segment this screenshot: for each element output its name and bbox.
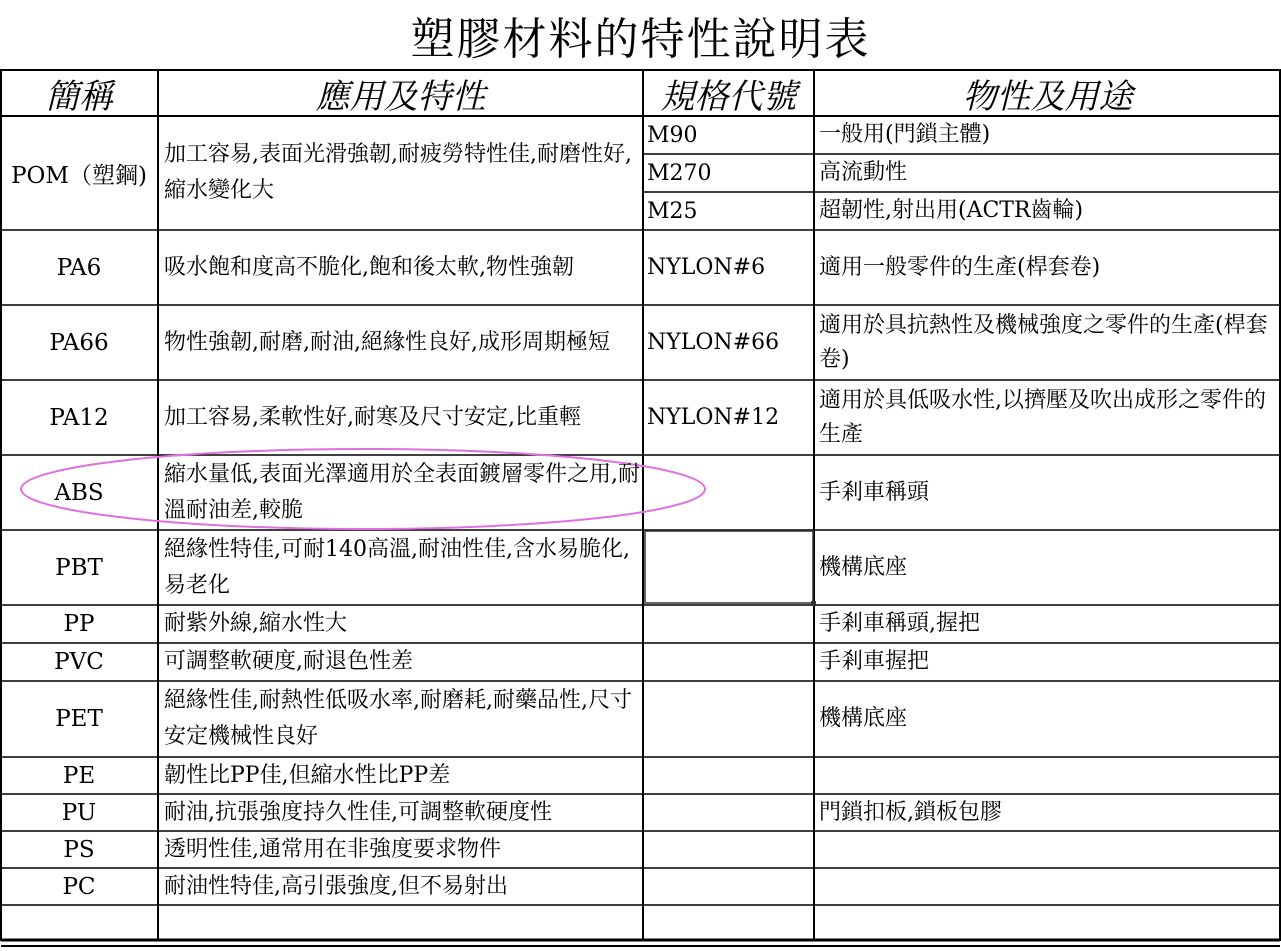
spec-cell[interactable]: M90 xyxy=(647,122,698,148)
use-cell[interactable]: 機構底座 xyxy=(819,554,908,580)
use-cell[interactable] xyxy=(814,868,1281,905)
abbr-cell[interactable]: PA66 xyxy=(49,329,109,356)
use-cell[interactable]: 機構底座 xyxy=(819,706,908,731)
desc-cell[interactable]: 絕緣性佳,耐熱性低吸水率,耐磨耗,耐藥品性,尺寸安定機械性良好 xyxy=(164,688,632,749)
desc-cell[interactable] xyxy=(158,905,643,940)
desc-cell[interactable]: 耐紫外線,縮水性大 xyxy=(164,611,347,636)
spec-cell[interactable]: NYLON#6 xyxy=(647,255,766,280)
desc-cell[interactable]: 韌性比PP佳,但縮水性比PP差 xyxy=(164,762,451,788)
spec-cell[interactable]: M270 xyxy=(647,160,712,186)
spec-cell[interactable]: NYLON#12 xyxy=(647,405,780,430)
use-cell[interactable]: 適用一般零件的生產(桿套卷) xyxy=(819,254,1101,280)
desc-cell[interactable]: 物性強韌,耐磨,耐油,絕緣性良好,成形周期極短 xyxy=(164,329,610,355)
abbr-cell[interactable]: PBT xyxy=(55,554,103,581)
page-title: 塑膠材料的特性說明表 xyxy=(410,14,871,65)
use-cell[interactable]: 手剎車稱頭,握把 xyxy=(819,611,980,636)
spec-cell[interactable] xyxy=(643,530,814,605)
column-header[interactable]: 簡稱 xyxy=(45,76,113,116)
desc-cell[interactable]: 加工容易,柔軟性好,耐寒及尺寸安定,比重輕 xyxy=(164,404,581,430)
spec-cell[interactable] xyxy=(643,681,814,757)
desc-cell[interactable]: 吸水飽和度高不脆化,飽和後太軟,物性強韌 xyxy=(164,254,574,280)
spec-cell[interactable] xyxy=(643,794,814,831)
use-cell[interactable] xyxy=(814,905,1281,940)
abbr-cell[interactable]: PC xyxy=(62,873,96,900)
column-header[interactable]: 應用及特性 xyxy=(315,76,486,116)
desc-cell[interactable]: 縮水量低,表面光澤適用於全表面鍍層零件之用,耐溫耐油差,較脆 xyxy=(164,461,640,523)
desc-cell[interactable]: 耐油性特佳,高引張強度,但不易射出 xyxy=(164,873,508,899)
desc-cell[interactable]: 絕緣性特佳,可耐140高溫,耐油性佳,含水易脆化,易老化 xyxy=(164,536,630,598)
column-header[interactable]: 規格代號 xyxy=(660,76,797,116)
spec-cell[interactable] xyxy=(643,455,814,530)
abbr-cell[interactable]: PET xyxy=(55,706,103,732)
abbr-cell[interactable]: PA12 xyxy=(49,404,109,431)
spec-cell[interactable] xyxy=(643,905,814,940)
abbr-cell[interactable]: PU xyxy=(61,799,97,826)
use-cell[interactable]: 手剎車握把 xyxy=(819,649,930,674)
use-cell[interactable]: 手剎車稱頭 xyxy=(819,479,930,505)
spec-cell[interactable] xyxy=(643,868,814,905)
abbr-cell[interactable]: PS xyxy=(63,836,95,863)
abbr-cell[interactable]: ABS xyxy=(54,479,104,506)
abbr-cell[interactable]: PE xyxy=(62,762,96,789)
use-cell[interactable]: 一般用(門鎖主體) xyxy=(819,122,991,147)
spec-cell[interactable]: NYLON#66 xyxy=(647,330,780,355)
abbr-cell[interactable]: PVC xyxy=(54,649,104,675)
use-cell[interactable]: 適用於具低吸水性,以擠壓及吹出成形之零件的生產 xyxy=(819,387,1266,447)
use-cell[interactable] xyxy=(814,831,1281,868)
use-cell[interactable] xyxy=(814,757,1281,794)
abbr-cell[interactable]: POM（塑鋼) xyxy=(11,162,147,189)
spec-cell[interactable] xyxy=(643,643,814,681)
use-cell[interactable]: 高流動性 xyxy=(819,160,908,185)
spec-cell[interactable]: M25 xyxy=(647,198,698,224)
use-cell[interactable]: 適用於具抗熱性及機械強度之零件的生產(桿套卷) xyxy=(819,312,1268,372)
desc-cell[interactable]: 透明性佳,通常用在非強度要求物件 xyxy=(164,836,501,862)
use-cell[interactable]: 超韌性,射出用(ACTR齒輪) xyxy=(819,198,1084,223)
desc-cell[interactable]: 可調整軟硬度,耐退色性差 xyxy=(164,649,413,674)
desc-cell[interactable]: 耐油,抗張強度持久性佳,可調整軟硬度性 xyxy=(164,799,552,825)
spec-cell[interactable] xyxy=(643,757,814,794)
use-cell[interactable]: 門鎖扣板,鎖板包膠 xyxy=(819,799,1002,825)
abbr-cell[interactable]: PA6 xyxy=(56,254,102,281)
abbr-cell[interactable] xyxy=(0,905,158,940)
desc-cell[interactable]: 加工容易,表面光滑強韌,耐疲勞特性佳,耐磨性好,縮水變化大 xyxy=(164,142,632,203)
spec-cell[interactable] xyxy=(643,831,814,868)
column-header[interactable]: 物性及用途 xyxy=(962,76,1133,116)
spec-cell[interactable] xyxy=(643,605,814,643)
abbr-cell[interactable]: PP xyxy=(63,611,95,637)
